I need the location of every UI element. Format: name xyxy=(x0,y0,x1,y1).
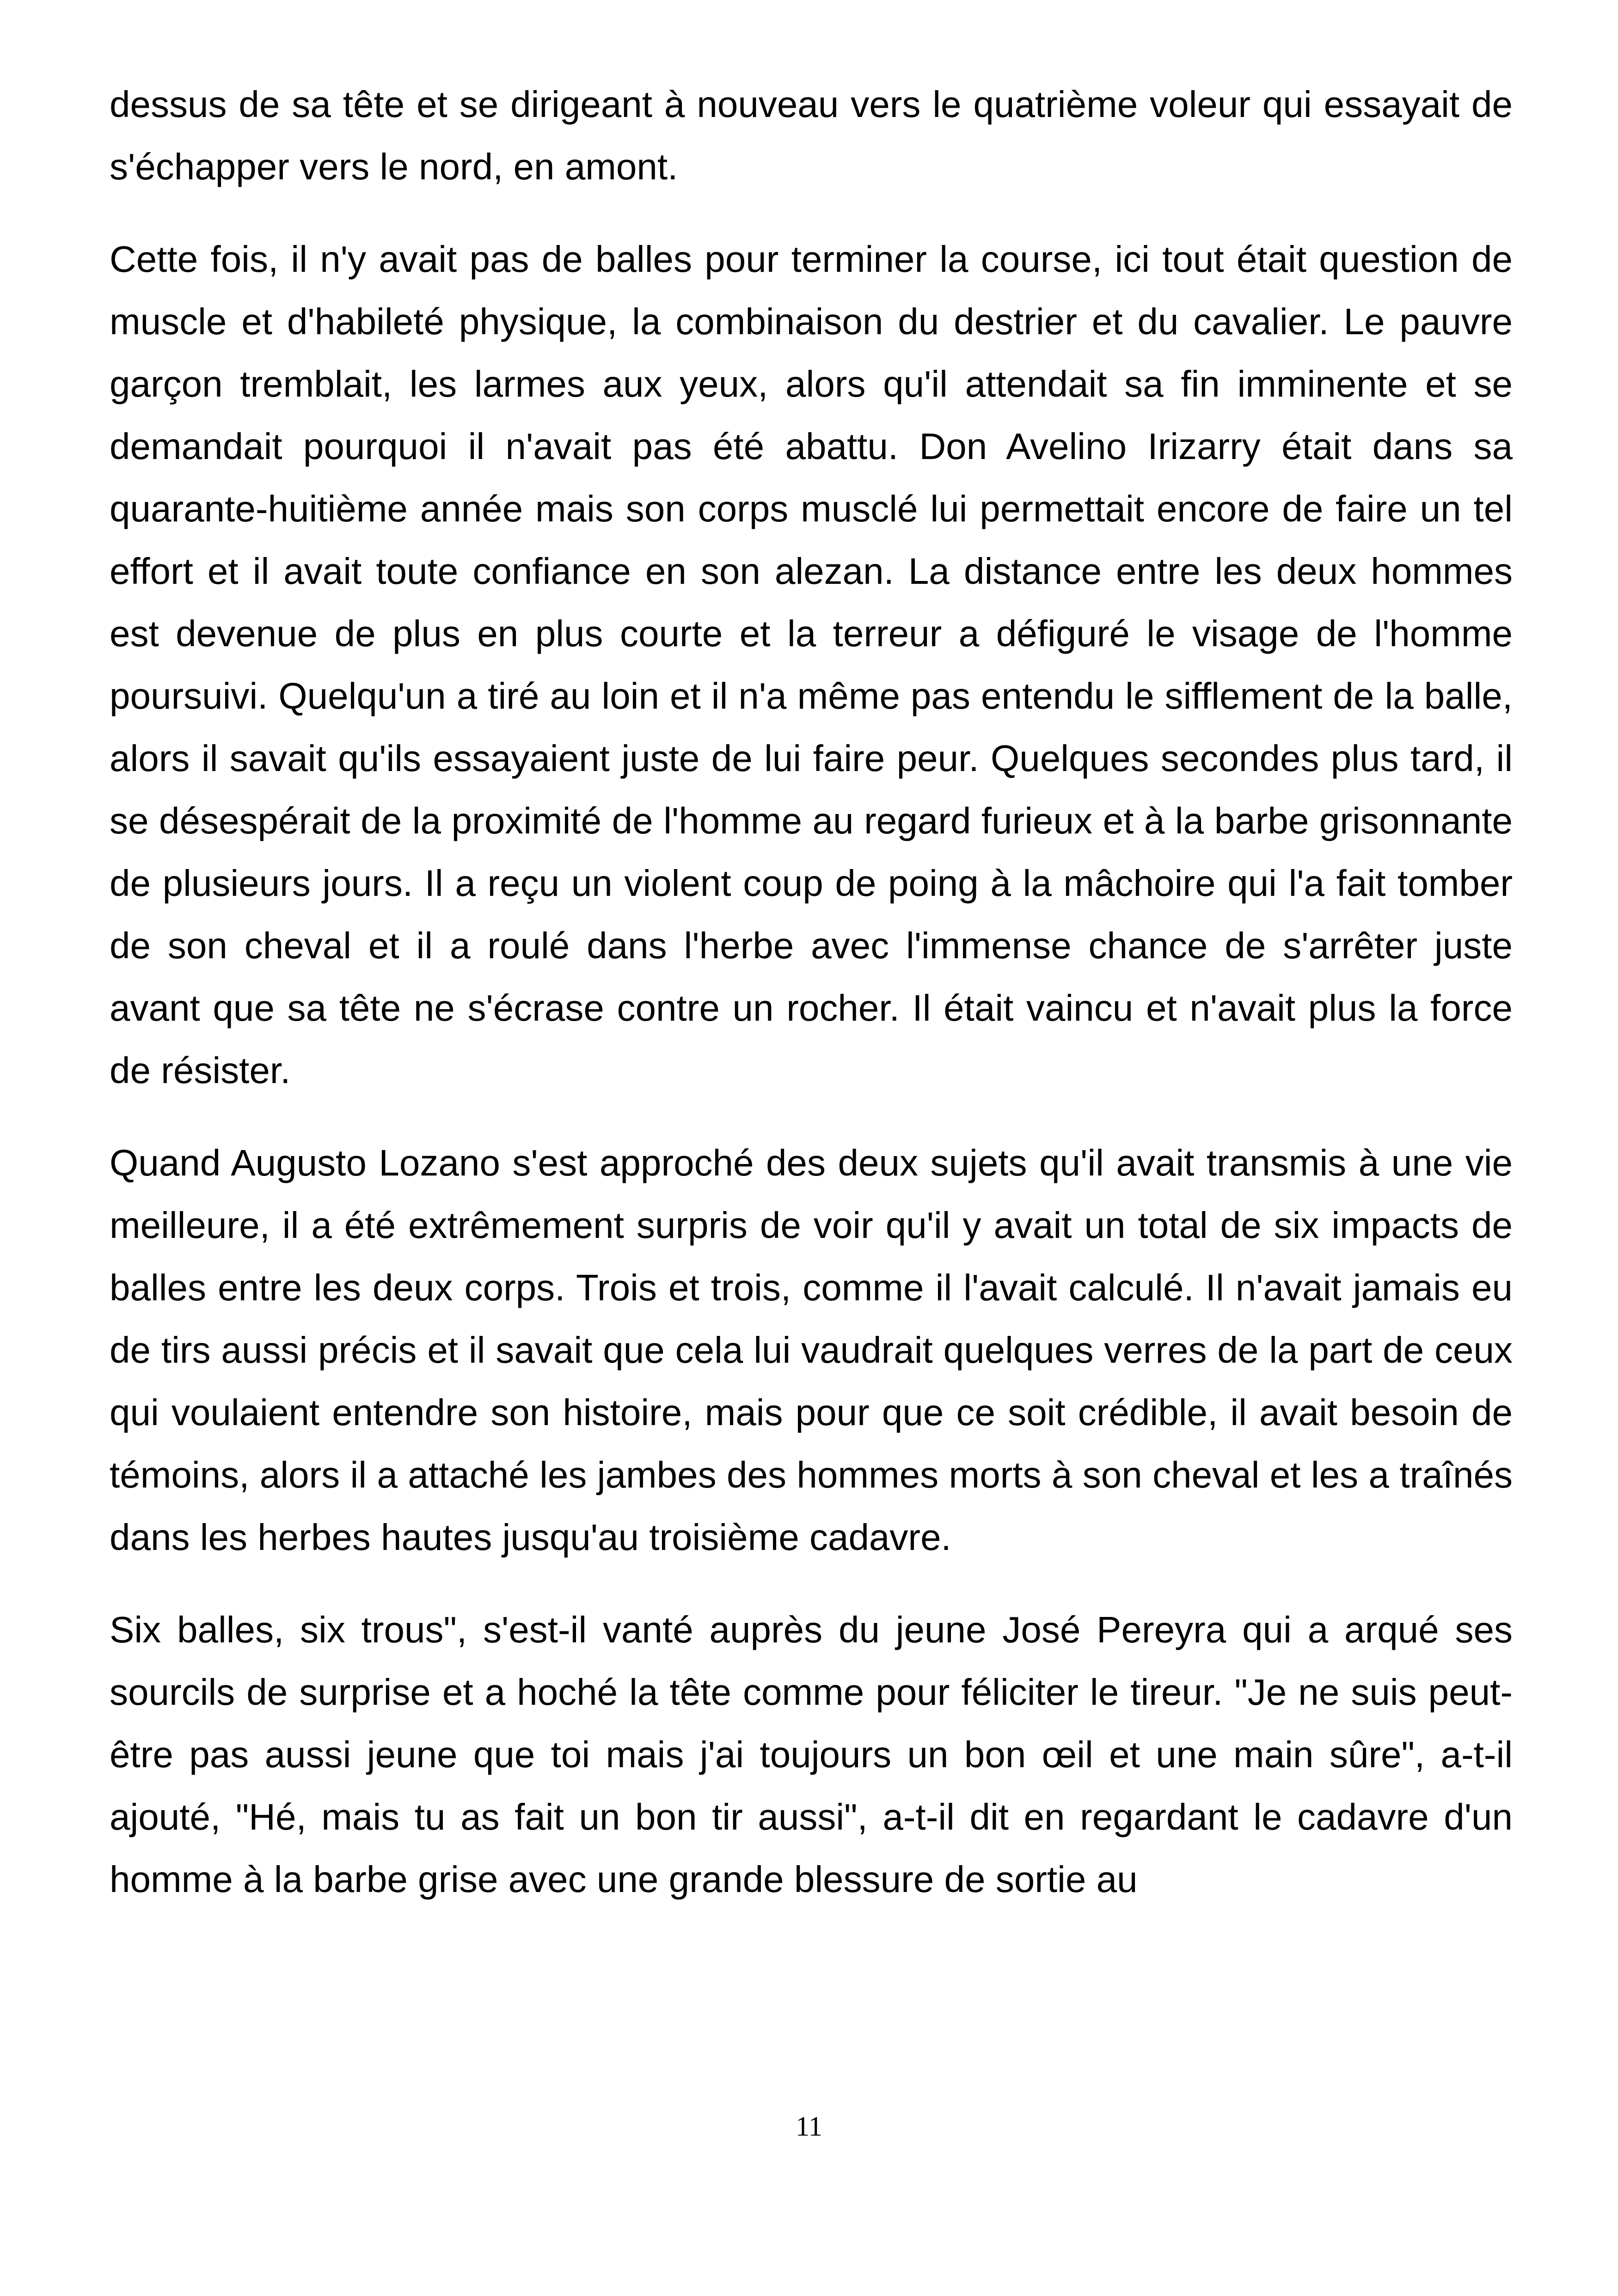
page-number: 11 xyxy=(796,2111,822,2142)
paragraph-3: Quand Augusto Lozano s'est approché des deux sujets qu'il avait transmis à une vie meilleure, il a été extrêmement surpris de voir qu'il y avait un total de six impacts de balles entre les deux corps. Trois et trois, comme il l'avait calculé. Il n'avait jamais eu de tirs aussi précis et il savait que cela lui vaudrait quelques verres de la part de ceux qui voulaient entendre son histoire, mais pour que ce soit crédible, il avait besoin de témoins, alors il a attaché les jambes des hommes morts à son cheval et les a traînés dans les herbes hautes jusqu'au troisième cadavre. xyxy=(110,1142,1513,1558)
text-body xyxy=(110,73,1513,1941)
paragraph-2: Cette fois, il n'y avait pas de balles pour terminer la course, ici tout était question de muscle et d'habileté physique, la combinaison du destrier et du cavalier. Le pauvre garçon tremblait, les larmes aux yeux, alors qu'il attendait sa fin imminente et se demandait pourquoi il n'avait pas été abattu. Don Avelino Irizarry était dans sa quarante-huitième année mais son corps musclé lui permettait encore de faire un tel effort et il avait toute confiance en son alezan. La distance entre les deux hommes est devenue de plus en plus courte et la terreur a défiguré le visage de l'homme poursuivi. Quelqu'un a tiré au loin et il n'a même pas entendu le sifflement de la balle, alors il savait qu'ils essayaient juste de lui faire peur. Quelques secondes plus tard, il se désespérait de la proximité de l'homme au regard furieux et à la barbe grisonnante de plusieurs jours. Il a reçu un violent coup de poing à la mâchoire qui l'a fait tomber de son cheval et il a roulé dans l'herbe avec l'immense chance de s'arrêter juste avant que sa tête ne s'écrase contre un rocher. Il était vaincu et n'avait plus la force de résister. xyxy=(110,239,1513,1091)
paragraph-4: Six balles, six trous", s'est-il vanté auprès du jeune José Pereyra qui a arqué ses sourcils de surprise et a hoché la tête comme pour féliciter le tireur. "Je ne suis peut-être pas aussi jeune que toi mais j'ai toujours un bon œil et une main sûre", a-t-il ajouté, "Hé, mais tu as fait un bon tir aussi", a-t-il dit en regardant le cadavre d'un homme à la barbe grise avec une grande blessure de sortie au xyxy=(110,1609,1513,1900)
paragraph-1: dessus de sa tête et se dirigeant à nouveau vers le quatrième voleur qui essayait de s'échapper vers le nord, en amont. xyxy=(110,84,1513,187)
